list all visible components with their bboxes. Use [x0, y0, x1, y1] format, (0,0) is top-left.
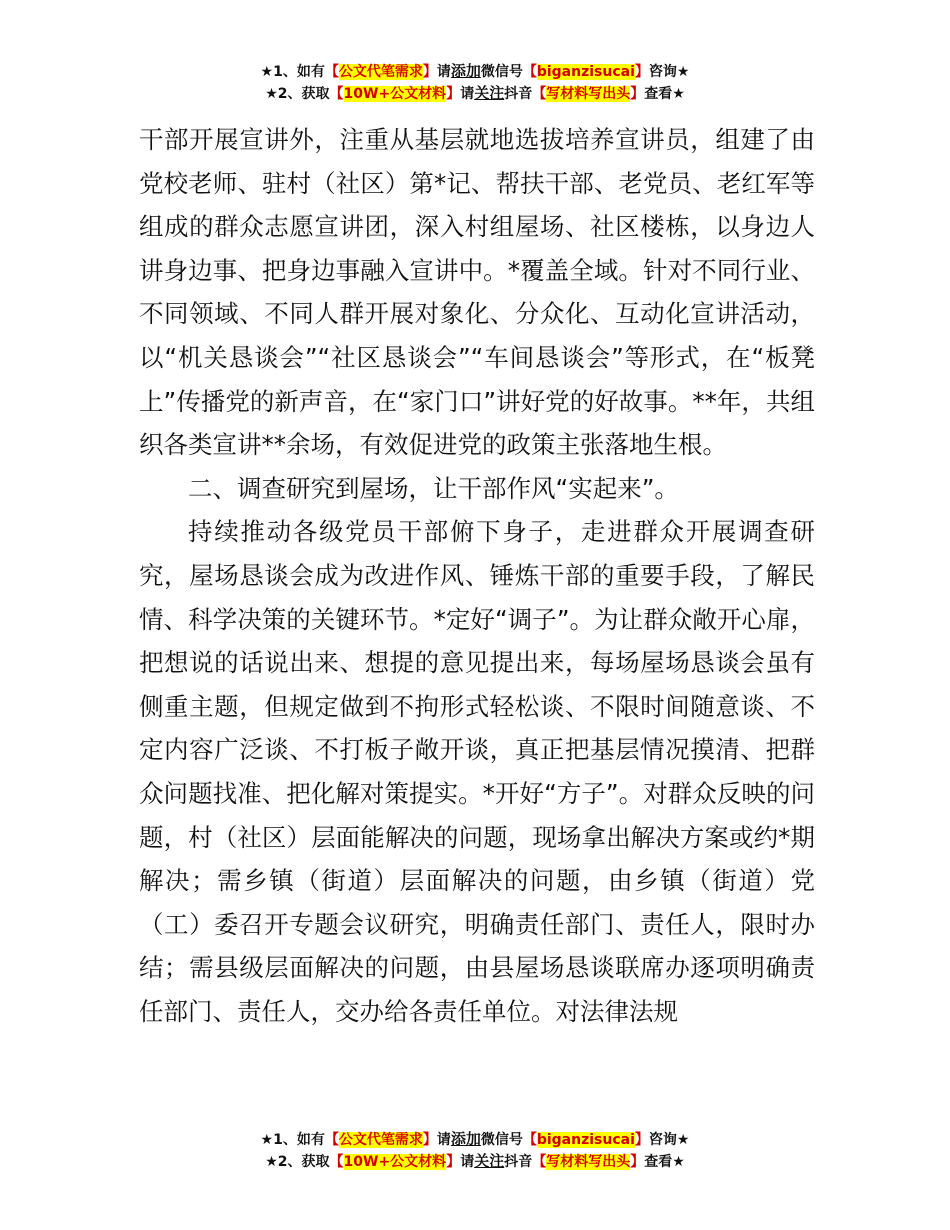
- promo-highlight: biganzisucai: [536, 64, 635, 80]
- star-icon: ★: [672, 1154, 685, 1170]
- promo-text: 2、获取: [277, 1154, 330, 1170]
- promo-line-1: [0, 1128, 950, 1150]
- promo-text: 抖音: [504, 86, 533, 102]
- star-icon: ★: [265, 86, 278, 102]
- bracket: 】: [630, 1154, 645, 1170]
- promo-line-2: [0, 82, 950, 104]
- star-icon: ★: [672, 86, 685, 102]
- bracket: 】: [634, 1132, 649, 1148]
- promo-text: 请: [460, 86, 475, 102]
- promo-text: 微信号: [480, 64, 523, 80]
- promo-text: 抖音: [504, 1154, 533, 1170]
- bracket: 【: [532, 1154, 547, 1170]
- promo-text: 2、获取: [277, 86, 330, 102]
- promo-underlined: 添加: [450, 62, 481, 80]
- bracket: 【: [324, 1132, 339, 1148]
- promo-highlight: biganzisucai: [536, 1132, 635, 1148]
- bracket: 】: [634, 64, 649, 80]
- promo-highlight: 公文代笔需求: [338, 64, 423, 80]
- promo-highlight: 写材料写出头: [546, 86, 631, 102]
- star-icon: ★: [260, 64, 274, 80]
- document-body: [139, 118, 815, 1033]
- promo-text: 请: [460, 1154, 475, 1170]
- promo-highlight: 10W+公文材料: [343, 86, 447, 102]
- promo-text: 查看: [644, 86, 673, 102]
- star-icon: ★: [265, 1154, 278, 1170]
- bracket: 】: [630, 86, 645, 102]
- promo-text: 咨询: [648, 64, 677, 80]
- promo-text: 咨询: [648, 1132, 677, 1148]
- footer-promo-banner: [0, 1128, 950, 1172]
- star-icon: ★: [676, 1132, 690, 1148]
- bracket: 【: [522, 64, 537, 80]
- bracket: 【: [324, 64, 339, 80]
- promo-underlined: 关注: [474, 84, 505, 102]
- promo-underlined: 关注: [474, 1152, 505, 1170]
- body-paragraph: 干部开展宣讲外，注重从基层就地选拔培养宣讲员，组建了由党校老师、驻村（社区）第*记、帮扶干部、老党员、老红军等组成的群众志愿宣讲团，深入村组屋场、社区楼栋，以身边人讲身边事、把身边事融入宣讲中。*覆盖全域。针对不同行业、不同领域、不同人群开展对象化、分众化、互动化宣讲活动，以“机关恳谈会”“社区恳谈会”“车间恳谈会”等形式，在“板凳上”传播党的新声音，在“家门口”讲好党的好故事。**年，共组织各类宣讲**余场，有效促进党的政策主张落地生根。: [139, 125, 815, 460]
- bracket: 【: [532, 86, 547, 102]
- promo-text: 请: [436, 1132, 451, 1148]
- bracket: 】: [446, 86, 461, 102]
- bracket: 】: [422, 1132, 437, 1148]
- bracket: 【: [522, 1132, 537, 1148]
- promo-text: 微信号: [480, 1132, 523, 1148]
- bracket: 【: [329, 86, 344, 102]
- bracket: 【: [329, 1154, 344, 1170]
- promo-highlight: 公文代笔需求: [338, 1132, 423, 1148]
- bracket: 】: [422, 64, 437, 80]
- promo-line-1: [0, 60, 950, 82]
- bracket: 】: [446, 1154, 461, 1170]
- promo-highlight: 10W+公文材料: [343, 1154, 447, 1170]
- promo-text: 1、如有: [273, 1132, 325, 1148]
- promo-line-2: [0, 1150, 950, 1172]
- header-promo-banner: [0, 60, 950, 104]
- star-icon: ★: [260, 1132, 274, 1148]
- body-paragraph: 持续推动各级党员干部俯下身子，走进群众开展调查研究，屋场恳谈会成为改进作风、锤炼干部的重要手段，了解民情、科学决策的关键环节。*定好“调子”。为让群众敞开心扉，把想说的话说出来、想提的意见提出来，每场屋场恳谈会虽有侧重主题，但规定做到不拘形式轻松谈、不限时间随意谈、不定内容广泛谈、不打板子敞开谈，真正把基层情况摸清、把群众问题找准、把化解对策提实。*开好“方子”。对群众反映的问题，村（社区）层面能解决的问题，现场拿出解决方案或约*期解决；需乡镇（街道）层面解决的问题，由乡镇（街道）党（工）委召开专题会议研究，明确责任部门、责任人，限时办结；需县级层面解决的问题，由县屋场恳谈联席办逐项明确责任部门、责任人，交办给各责任单位。对法律法规: [139, 517, 815, 1026]
- promo-text: 查看: [644, 1154, 673, 1170]
- section-heading: 二、调查研究到屋场，让干部作风“实起来”。: [188, 473, 679, 503]
- promo-underlined: 添加: [450, 1130, 481, 1148]
- promo-text: 1、如有: [273, 64, 325, 80]
- star-icon: ★: [676, 64, 690, 80]
- promo-highlight: 写材料写出头: [546, 1154, 631, 1170]
- promo-text: 请: [436, 64, 451, 80]
